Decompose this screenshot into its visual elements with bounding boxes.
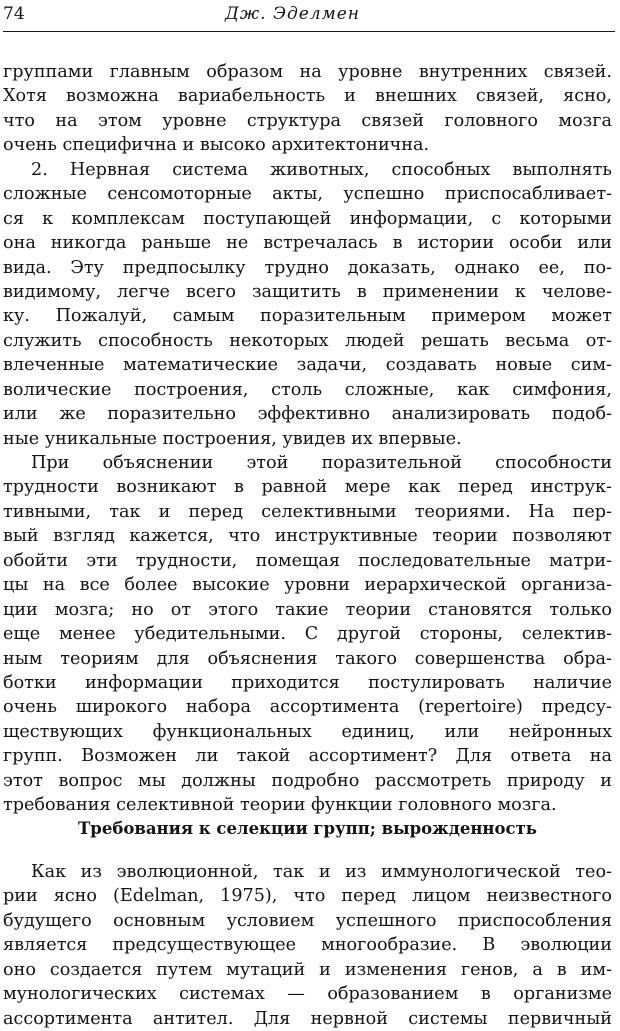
text-line: ции мозга; но от этого такие теории становятся только: [3, 599, 612, 620]
text-line: цы на все более высокие уровни иерархической организа-: [3, 575, 612, 596]
text-line: ным теориям для объяснения такого совершенства обра-: [3, 648, 612, 669]
text-line: ществующих функциональных единиц, или нейронных: [3, 721, 612, 742]
text-line: что на этом уровне структура связей головного мозга: [3, 110, 612, 131]
text-line: рии ясно (Edelman, 1975), что перед лицом неизвестного: [3, 886, 612, 907]
text-line: волические построения, столь сложные, как симфония,: [3, 379, 612, 400]
text-line: вида. Эту предпосылку трудно доказать, однако ее, по-: [3, 257, 612, 278]
text-line: она никогда раньше не встречалась в истории особи или: [3, 233, 612, 254]
text-line: требования селективной теории функции головного мозга.: [3, 795, 557, 816]
text-line: видимому, легче всего защитить в применении к челове-: [3, 281, 612, 302]
text-line: влеченные математические задачи, создавать новые сим-: [3, 355, 612, 376]
text-line: еще менее убедительными. С другой стороны, селектив-: [3, 624, 612, 645]
text-line: ботки информации приходится постулировать наличие: [3, 672, 612, 693]
text-line: или же поразительно эффективно анализировать подоб-: [3, 404, 612, 425]
text-line: Как из эволюционной, так и из иммунологической тео-: [31, 862, 612, 882]
section-heading: Требования к селекции групп; вырожденность: [78, 819, 537, 838]
running-head: [3, 2, 613, 28]
text-line: групп. Возможен ли такой ассортимент? Для ответа на: [3, 746, 612, 767]
text-line: ассортимента антител. Для нервной системы первичный: [3, 1008, 612, 1029]
text-line: трудности возникают в равной мере как перед инструк-: [3, 477, 612, 498]
page-number: 74: [3, 4, 25, 24]
header-rule: [3, 31, 615, 32]
text-line: очень широкого набора ассортимента (repertoire) предсу-: [3, 697, 612, 718]
text-line: Хотя возможна вариабельность и внешних связей, ясно,: [3, 86, 612, 107]
text-line: вый взгляд кажется, что инструктивные теории позволяют: [3, 526, 612, 547]
section-body-text: [3, 860, 612, 1031]
text-line: ку. Пожалуй, самым поразительным примером может: [3, 306, 612, 327]
running-title: Дж. Эделмен: [225, 4, 360, 24]
text-line: При объяснении этой поразительной способности: [31, 453, 612, 473]
text-line: будущего основным условием успешного приспособления: [3, 910, 612, 931]
text-line: сложные сенсомоторные акты, успешно приспосабливает-: [3, 184, 612, 205]
text-line: группами главным образом на уровне внутренних связей.: [3, 62, 612, 82]
text-line: этот вопрос мы должны подробно рассмотреть природу и: [3, 770, 612, 791]
text-line: мунологических системах — образованием в организме: [3, 984, 612, 1005]
text-line: очень специфична и высоко архитектонична.: [3, 135, 430, 156]
text-line: ся к комплексам поступающей информации, с которыми: [3, 208, 612, 229]
text-line: оно создается путем мутаций и изменения генов, а в им-: [3, 959, 612, 980]
text-line: служить способность некоторых людей решать весьма от-: [3, 330, 612, 351]
text-line: тивными, так и перед селективными теориями. На пер-: [3, 501, 612, 522]
text-line: обойти эти трудности, помещая последовательные матри-: [3, 550, 612, 571]
text-line: ные уникальные построения, увидев их впервые.: [3, 428, 462, 449]
body-text: [3, 60, 612, 818]
text-line: 2. Нервная система животных, способных выполнять: [31, 159, 612, 180]
text-line: является предсуществующее многообразие. В эволюции: [3, 935, 612, 956]
